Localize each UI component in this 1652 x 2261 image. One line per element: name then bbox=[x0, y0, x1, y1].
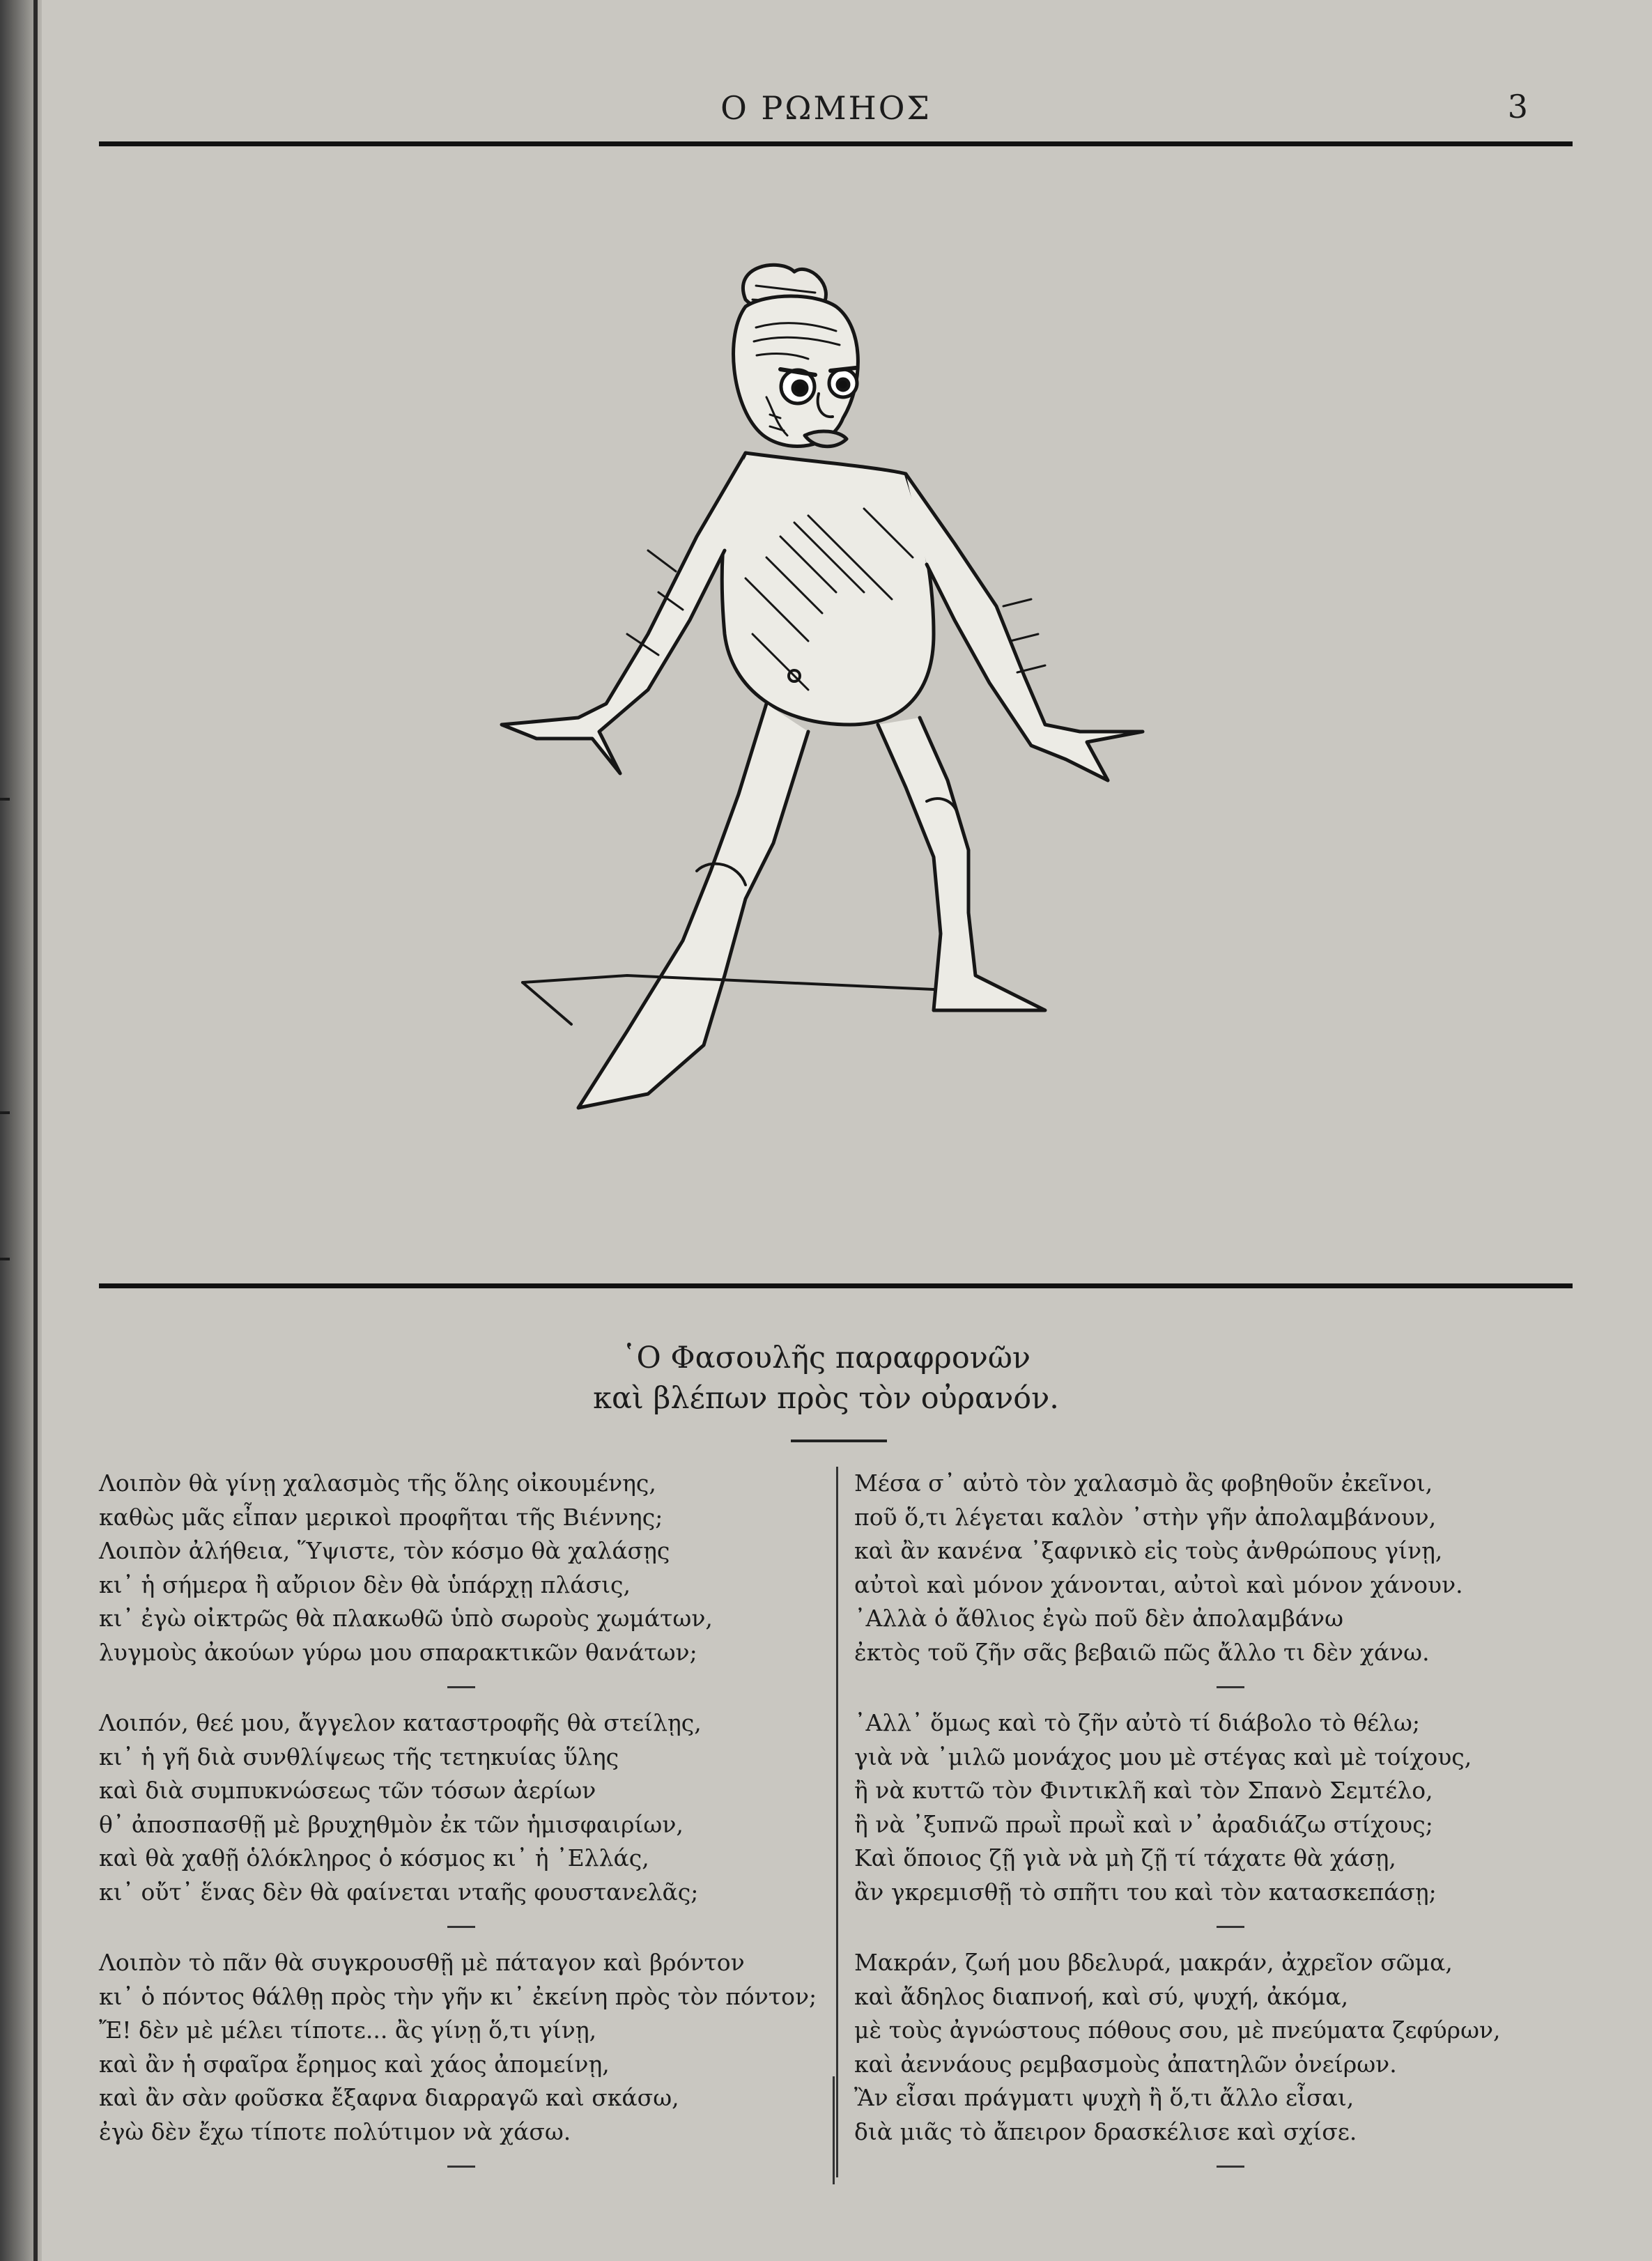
column-divider bbox=[833, 2076, 835, 2184]
poem-stanza bbox=[854, 1946, 1579, 2149]
stanza-divider bbox=[447, 1926, 475, 1928]
poem-line: κι᾿ ὁ πόντος θάλθῃ πρὸς τὴν γῆν κι᾿ ἐκείνη πρὸς τὸν πόντον; bbox=[99, 1982, 817, 2010]
poem-line: κι᾿ οὔτ᾿ ἕνας δὲν θὰ φαίνεται νταῆς φουστανελᾶς; bbox=[99, 1878, 699, 1906]
poem-line: Ἂν εἶσαι πράγματι ψυχὴ ἢ ὅ,τι ἄλλο εἶσαι, bbox=[854, 2084, 1354, 2111]
column-divider bbox=[836, 1467, 838, 2177]
poem-line: καὶ ἂν σὰν φοῦσκα ἔξαφνα διαρραγῶ καὶ σκάσω, bbox=[99, 2084, 679, 2111]
poem-line: Καὶ ὅποιος ζῇ γιὰ νὰ μὴ ζῇ τί τάχατε θὰ χάσῃ, bbox=[854, 1844, 1396, 1872]
poem-line: ἂν γκρεμισθῇ τὸ σπῆτι του καὶ τὸν κατασκεπάσῃ; bbox=[854, 1878, 1437, 1906]
poem-line: Λοιπὸν θὰ γίνῃ χαλασμὸς τῆς ὅλης οἰκουμένης, bbox=[99, 1469, 656, 1497]
stanza-divider bbox=[1217, 1686, 1244, 1688]
poem-line: καὶ θὰ χαθῇ ὁλόκληρος ὁ κόσμος κι᾿ ἡ ᾿Ελλάς, bbox=[99, 1844, 649, 1872]
poem-line: Λοιπὸν ἀλήθεια, Ὕψιστε, τὸν κόσμο θὰ χαλάσῃς bbox=[99, 1537, 670, 1564]
page-number: 3 bbox=[1507, 88, 1528, 125]
poem-line: κι᾿ ἐγὼ οἰκτρῶς θὰ πλακωθῶ ὑπὸ σωροὺς χωμάτων, bbox=[99, 1605, 713, 1632]
poem-line: ᾿Αλλὰ ὁ ἄθλιος ἐγὼ ποῦ δὲν ἀπολαμβάνω bbox=[854, 1605, 1344, 1632]
caption-line: καὶ βλέπων πρὸς τὸν οὐρανόν. bbox=[593, 1381, 1059, 1416]
fasoulis-puppet-drawing-icon bbox=[418, 244, 1254, 1150]
poem-right-column bbox=[854, 1467, 1579, 2186]
poem-line: καὶ ἂν ἡ σφαῖρα ἔρημος καὶ χάος ἀπομείνῃ, bbox=[99, 2050, 610, 2078]
margin-mark bbox=[0, 798, 10, 801]
poem-line: θ᾿ ἀποσπασθῇ μὲ βρυχηθμὸν ἐκ τῶν ἡμισφαιρίων, bbox=[99, 1810, 684, 1838]
poem-line: ἐκτὸς τοῦ ζῆν σᾶς βεβαιῶ πῶς ἄλλο τι δὲν χάνω. bbox=[854, 1638, 1430, 1666]
poem-line: καὶ ἀεννάους ρεμβασμοὺς ἀπατηλῶν ὀνείρων. bbox=[854, 2050, 1397, 2078]
poem-line: Μέσα σ᾿ αὐτὸ τὸν χαλασμὸ ἂς φοβηθοῦν ἐκεῖνοι, bbox=[854, 1469, 1433, 1497]
poem-line: καὶ ἂν κανένα ᾿ξαφνικὸ εἰς τοὺς ἀνθρώπους γίνῃ, bbox=[854, 1537, 1443, 1564]
poem-line: Λοιπὸν τὸ πᾶν θὰ συγκρουσθῇ μὲ πάταγον καὶ βρόντον bbox=[99, 1949, 745, 1976]
binding-edge bbox=[33, 0, 38, 2261]
stanza-divider bbox=[1217, 1926, 1244, 1928]
poem-line: μὲ τοὺς ἀγνώστους πόθους σου, μὲ πνεύματα ζεφύρων, bbox=[854, 2016, 1501, 2044]
poem-line: γιὰ νὰ ᾿μιλῶ μονάχος μου μὲ στέγας καὶ μὲ τοίχους, bbox=[854, 1743, 1472, 1770]
margin-mark bbox=[0, 1111, 10, 1114]
poem-stanza bbox=[99, 1467, 810, 1669]
poem-stanza bbox=[99, 1706, 810, 1909]
poem-line: αὐτοὶ καὶ μόνον χάνονται, αὐτοὶ καὶ μόνον χάνουν. bbox=[854, 1571, 1463, 1598]
section-rule bbox=[99, 1283, 1573, 1288]
poem-line: ᾿Αλλ᾿ ὅμως καὶ τὸ ζῆν αὐτὸ τί διάβολο τὸ θέλω; bbox=[854, 1709, 1420, 1736]
poem-line: διὰ μιᾶς τὸ ἄπειρον δρασκέλισε καὶ σχίσε. bbox=[854, 2117, 1357, 2145]
poem-line: Μακράν, ζωή μου βδελυρά, μακράν, ἀχρεῖον σῶμα, bbox=[854, 1949, 1453, 1976]
poem-line: Ἔ! δὲν μὲ μέλει τίποτε... ἂς γίνῃ ὅ,τι γίνῃ, bbox=[99, 2016, 597, 2044]
poem-line: καὶ ἄδηλος διαπνοή, καὶ σύ, ψυχή, ἀκόμα, bbox=[854, 1982, 1349, 2010]
header-rule bbox=[99, 141, 1573, 146]
poem-line: λυγμοὺς ἀκούων γύρω μου σπαρακτικῶν θανάτων; bbox=[99, 1638, 697, 1666]
poem-line: ἢ νὰ κυττῶ τὸν Φιντικλῆ καὶ τὸν Σπανὸ Σεμτέλο, bbox=[854, 1777, 1433, 1804]
poem-line: καὶ διὰ συμπυκνώσεως τῶν τόσων ἀερίων bbox=[99, 1777, 596, 1804]
stanza-divider bbox=[447, 2166, 475, 2168]
poem-line: καθὼς μᾶς εἶπαν μερικοὶ προφῆται τῆς Βιέννης; bbox=[99, 1503, 663, 1531]
poem-left-column bbox=[99, 1467, 817, 2186]
poem-line: κι᾿ ἡ σήμερα ἢ αὔριον δὲν θὰ ὑπάρχῃ πλάσις, bbox=[99, 1571, 631, 1598]
poem-line: ἢ νὰ ᾿ξυπνῶ πρωῒ πρωῒ καὶ ν᾿ ἀραδιάζω στίχους; bbox=[854, 1810, 1433, 1838]
margin-mark bbox=[0, 1258, 10, 1260]
caption-line: ῾Ο Φασουλῆς παραφρονῶν bbox=[621, 1341, 1031, 1375]
poem-line: ποῦ ὅ,τι λέγεται καλὸν ᾿στὴν γῆν ἀπολαμβάνουν, bbox=[854, 1503, 1437, 1531]
newspaper-title: Ο ΡΩΜΗΟΣ bbox=[720, 89, 932, 127]
poem-stanza bbox=[99, 1946, 817, 2149]
illustration-caption bbox=[0, 1338, 1652, 1419]
caption-divider bbox=[791, 1440, 887, 1442]
poem-stanza bbox=[854, 1706, 1579, 1909]
stanza-divider bbox=[447, 1686, 475, 1688]
poem-line: κι᾿ ἡ γῆ διὰ συνθλίψεως τῆς τετηκυίας ὕλης bbox=[99, 1743, 619, 1770]
poem-line: ἐγὼ δὲν ἔχω τίποτε πολύτιμον νὰ χάσω. bbox=[99, 2117, 571, 2145]
poem-stanza bbox=[854, 1467, 1579, 1669]
poem-line: Λοιπόν, θεέ μου, ἄγγελον καταστροφῆς θὰ στείλῃς, bbox=[99, 1709, 702, 1736]
stanza-divider bbox=[1217, 2166, 1244, 2168]
